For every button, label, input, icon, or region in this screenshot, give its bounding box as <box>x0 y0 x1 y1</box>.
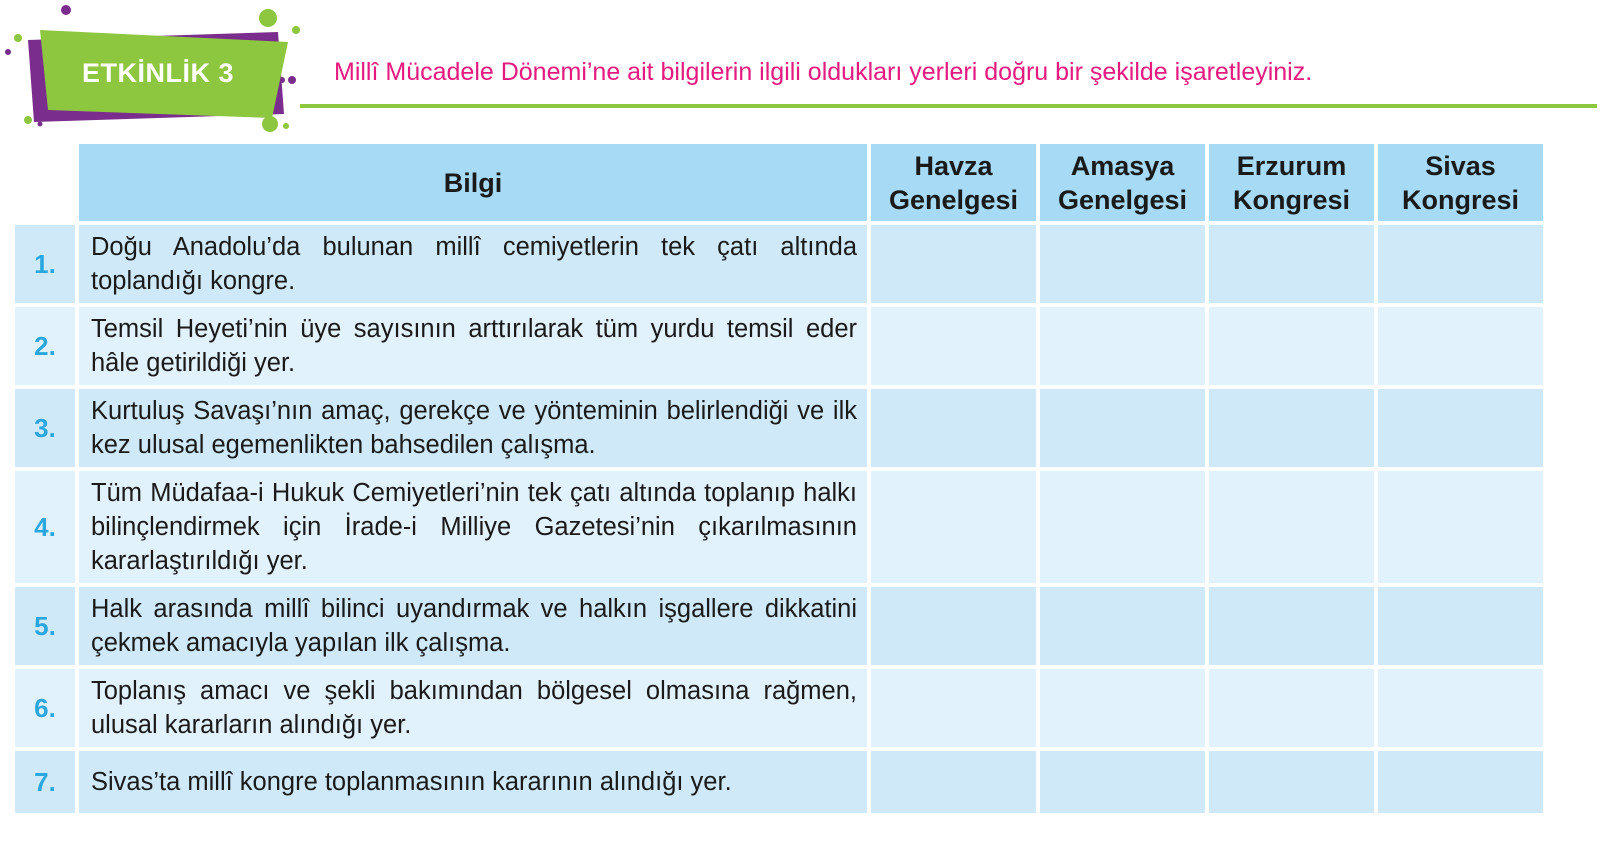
mark-cell-erzurum[interactable] <box>1209 587 1374 665</box>
header-bilgi: Bilgi <box>79 144 867 221</box>
mark-cell-sivas[interactable] <box>1378 307 1543 385</box>
row-info-text: Kurtuluş Savaşı’nın amaç, gerekçe ve yönteminin belirlendiği ve ilk kez ulusal egemenlikten bahsedilen çalışma. <box>79 389 867 467</box>
mark-cell-sivas[interactable] <box>1378 389 1543 467</box>
row-number: 1. <box>15 225 75 303</box>
row-number: 7. <box>15 751 75 813</box>
mark-cell-havza[interactable] <box>871 389 1036 467</box>
row-number: 4. <box>15 471 75 583</box>
mark-cell-havza[interactable] <box>871 471 1036 583</box>
mark-cell-amasya[interactable] <box>1040 389 1205 467</box>
mark-cell-havza[interactable] <box>871 307 1036 385</box>
header-erzurum-kongresi <box>1209 144 1374 221</box>
mark-cell-sivas[interactable] <box>1378 751 1543 813</box>
row-info-text: Halk arasında millî bilinci uyandırmak ve halkın işgallere dikkatini çekmek amacıyla yapılan ilk çalışma. <box>79 587 867 665</box>
header-empty-cell <box>15 144 75 221</box>
activity-header <box>0 0 1607 140</box>
mark-cell-sivas[interactable] <box>1378 225 1543 303</box>
mark-cell-amasya[interactable] <box>1040 471 1205 583</box>
table-row <box>15 587 1543 665</box>
header-havza-line2: Genelgesi <box>888 184 1019 215</box>
header-erzurum-line2: Kongresi <box>1232 184 1351 215</box>
row-number: 2. <box>15 307 75 385</box>
row-info-text: Tüm Müdafaa-i Hukuk Cemiyetleri’nin tek çatı altında toplanıp halkı bilinçlendirmek için İrade-i Milliye Gazetesi’nin çıkarılmasının kararlaştırıldığı yer. <box>79 471 867 583</box>
activity-instruction: Millî Mücadele Dönemi’ne ait bilgilerin ilgili oldukları yerleri doğru bir şekilde işaretleyiniz. <box>334 58 1313 86</box>
header-sivas-line2: Kongresi <box>1401 184 1520 215</box>
row-info-text: Sivas’ta millî kongre toplanmasının kararının alındığı yer. <box>79 751 867 813</box>
activity-table <box>11 140 1547 817</box>
row-info-text: Temsil Heyeti’nin üye sayısının arttırılarak tüm yurdu temsil eder hâle getirildiği yer. <box>79 307 867 385</box>
mark-cell-sivas[interactable] <box>1378 471 1543 583</box>
row-number: 3. <box>15 389 75 467</box>
mark-cell-sivas[interactable] <box>1378 587 1543 665</box>
mark-cell-amasya[interactable] <box>1040 587 1205 665</box>
mark-cell-erzurum[interactable] <box>1209 669 1374 747</box>
mark-cell-erzurum[interactable] <box>1209 225 1374 303</box>
mark-cell-erzurum[interactable] <box>1209 389 1374 467</box>
header-havza-genelgesi <box>871 144 1036 221</box>
row-info-text: Doğu Anadolu’da bulunan millî cemiyetlerin tek çatı altında toplandığı kongre. <box>79 225 867 303</box>
mark-cell-amasya[interactable] <box>1040 669 1205 747</box>
mark-cell-amasya[interactable] <box>1040 307 1205 385</box>
table-row <box>15 751 1543 813</box>
header-amasya-line1: Amasya <box>1070 150 1175 181</box>
table-header-row <box>15 144 1543 221</box>
row-number: 5. <box>15 587 75 665</box>
row-number: 6. <box>15 669 75 747</box>
mark-cell-havza[interactable] <box>871 669 1036 747</box>
header-sivas-line1: Sivas <box>1425 150 1496 181</box>
row-info-text: Toplanış amacı ve şekli bakımından bölgesel olmasına rağmen, ulusal kararların alındığı yer. <box>79 669 867 747</box>
table-row <box>15 307 1543 385</box>
header-amasya-line2: Genelgesi <box>1057 184 1188 215</box>
mark-cell-amasya[interactable] <box>1040 751 1205 813</box>
table-row <box>15 669 1543 747</box>
table-row <box>15 225 1543 303</box>
activity-badge-label: ETKİNLİK 3 <box>82 58 235 88</box>
header-erzurum-line1: Erzurum <box>1236 150 1347 181</box>
mark-cell-erzurum[interactable] <box>1209 307 1374 385</box>
header-sivas-kongresi <box>1378 144 1543 221</box>
mark-cell-amasya[interactable] <box>1040 225 1205 303</box>
mark-cell-havza[interactable] <box>871 751 1036 813</box>
mark-cell-havza[interactable] <box>871 225 1036 303</box>
table-row <box>15 389 1543 467</box>
mark-cell-sivas[interactable] <box>1378 669 1543 747</box>
mark-cell-erzurum[interactable] <box>1209 471 1374 583</box>
mark-cell-erzurum[interactable] <box>1209 751 1374 813</box>
mark-cell-havza[interactable] <box>871 587 1036 665</box>
header-divider <box>300 104 1597 108</box>
table-row <box>15 471 1543 583</box>
header-amasya-genelgesi <box>1040 144 1205 221</box>
header-havza-line1: Havza <box>914 150 993 181</box>
